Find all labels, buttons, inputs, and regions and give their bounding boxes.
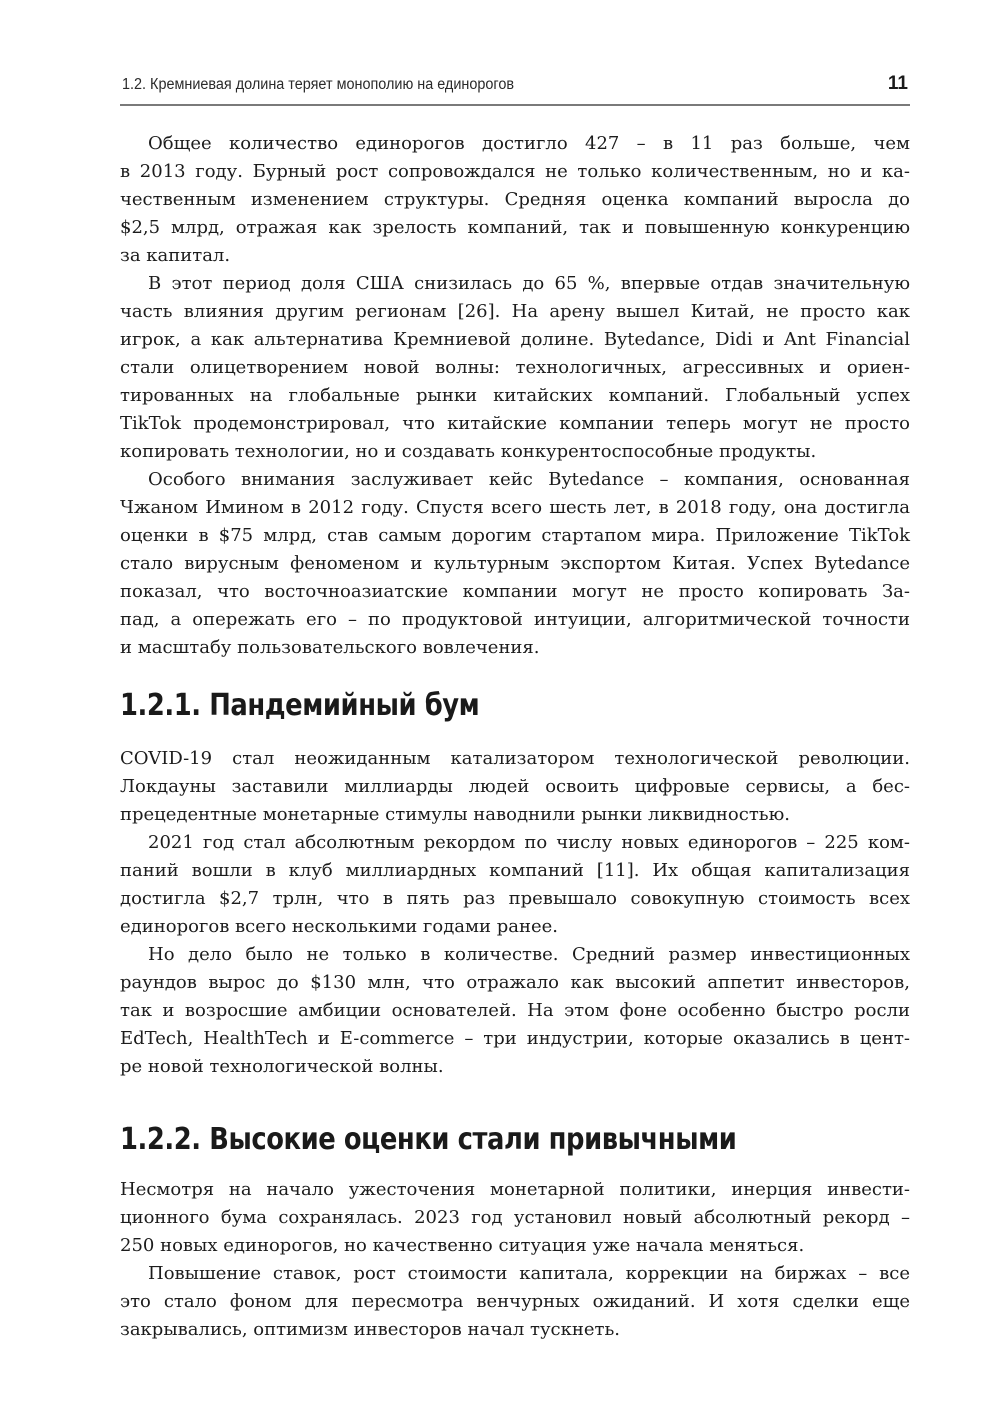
high-valuations-section bbox=[120, 1176, 910, 1344]
section-heading-high-valuations: 1.2.2. Высокие оценки стали привычными bbox=[120, 1122, 737, 1157]
text-line: ционного бума сохранялась. 2023 год установил новый абсолютный рекорд – bbox=[120, 1207, 910, 1228]
text-line: игрок, а как альтернатива Кремниевой долине. Bytedance, Didi и Ant Financial bbox=[120, 329, 910, 350]
paragraph bbox=[120, 829, 910, 941]
text-line: Чжаном Имином в 2012 году. Спустя всего шесть лет, в 2018 году, она достигла bbox=[120, 497, 910, 518]
intro-section bbox=[120, 130, 910, 662]
text-line: тированных на глобальные рынки китайских компаний. Глобальный успех bbox=[120, 385, 910, 406]
text-line: достигла $2,7 трлн, что в пять раз превышало совокупную стоимость всех bbox=[120, 888, 910, 909]
text-line: COVID-19 стал неожиданным катализатором технологической революции. bbox=[120, 748, 910, 769]
text-line: Но дело было не только в количестве. Средний размер инвестиционных bbox=[148, 944, 910, 965]
text-line: в 2013 году. Бурный рост сопровождался не только количественным, но и ка- bbox=[120, 161, 910, 182]
paragraph bbox=[120, 270, 910, 466]
text-line: единорогов всего несколькими годами ранее. bbox=[120, 916, 559, 937]
text-line: это стало фоном для пересмотра венчурных ожиданий. И хотя сделки еще bbox=[120, 1291, 910, 1312]
text-line: чественным изменением структуры. Средняя оценка компаний выросла до bbox=[120, 189, 910, 210]
page-number: 11 bbox=[887, 73, 908, 94]
text-line: 2021 год стал абсолютным рекордом по числу новых единорогов – 225 ком- bbox=[148, 832, 910, 853]
text-line: Общее количество единорогов достигло 427 – в 11 раз больше, чем bbox=[148, 133, 910, 154]
running-title: 1.2. Кремниевая долина теряет монополию на единорогов bbox=[122, 76, 515, 93]
text-line: TikTok продемонстрировал, что китайские компании теперь могут не просто bbox=[120, 413, 910, 434]
paragraph bbox=[120, 1260, 910, 1344]
paragraph bbox=[120, 941, 910, 1081]
text-line: Особого внимания заслуживает кейс Bytedance – компания, основанная bbox=[148, 469, 910, 490]
text-line: EdTech, HealthTech и E-commerce – три индустрии, которые оказались в цент- bbox=[120, 1028, 910, 1049]
text-line: часть влияния другим регионам [26]. На арену вышел Китай, не просто как bbox=[120, 301, 910, 322]
text-line: копировать технологии, но и создавать конкурентоспособные продукты. bbox=[120, 441, 817, 462]
section-heading-pandemic-boom: 1.2.1. Пандемийный бум bbox=[120, 688, 480, 723]
text-line: паний вошли в клуб миллиардных компаний [11]. Их общая капитализация bbox=[120, 860, 910, 881]
running-header bbox=[120, 70, 910, 106]
text-line: раундов вырос до $130 млн, что отражало как высокий аппетит инвесторов, bbox=[120, 972, 910, 993]
text-line: стали олицетворением новой волны: технологичных, агрессивных и ориен- bbox=[120, 357, 910, 378]
text-line: Несмотря на начало ужесточения монетарной политики, инерция инвести- bbox=[120, 1179, 910, 1200]
text-line: прецедентные монетарные стимулы наводнили рынки ликвидностью. bbox=[120, 804, 790, 825]
text-line: и масштабу пользовательского вовлечения. bbox=[120, 637, 540, 658]
text-line: Локдауны заставили миллиарды людей освоить цифровые сервисы, а бес- bbox=[120, 776, 910, 797]
text-line: показал, что восточноазиатские компании могут не просто копировать За- bbox=[120, 581, 910, 602]
paragraph bbox=[120, 1176, 910, 1260]
text-line: пад, а опережать его – по продуктовой интуиции, алгоритмической точности bbox=[120, 609, 910, 630]
text-line: Повышение ставок, рост стоимости капитала, коррекции на биржах – все bbox=[148, 1263, 910, 1284]
text-line: так и возросшие амбиции основателей. На этом фоне особенно быстро росли bbox=[120, 1000, 910, 1021]
text-line: ре новой технологической волны. bbox=[120, 1056, 444, 1077]
paragraph bbox=[120, 745, 910, 829]
text-line: за капитал. bbox=[120, 245, 231, 266]
text-line: В этот период доля США снизилась до 65 %, впервые отдав значительную bbox=[148, 273, 910, 294]
text-line: оценки в $75 млрд, став самым дорогим стартапом мира. Приложение TikTok bbox=[120, 525, 910, 546]
text-line: 250 новых единорогов, но качественно ситуация уже начала меняться. bbox=[120, 1235, 805, 1256]
paragraph bbox=[120, 466, 910, 662]
text-line: закрывались, оптимизм инвесторов начал тускнеть. bbox=[120, 1319, 620, 1340]
paragraph bbox=[120, 130, 910, 270]
text-line: $2,5 млрд, отражая как зрелость компаний, так и повышенную конкуренцию bbox=[120, 217, 910, 238]
text-line: стало вирусным феноменом и культурным экспортом Китая. Успех Bytedance bbox=[120, 553, 910, 574]
pandemic-section bbox=[120, 745, 910, 1081]
